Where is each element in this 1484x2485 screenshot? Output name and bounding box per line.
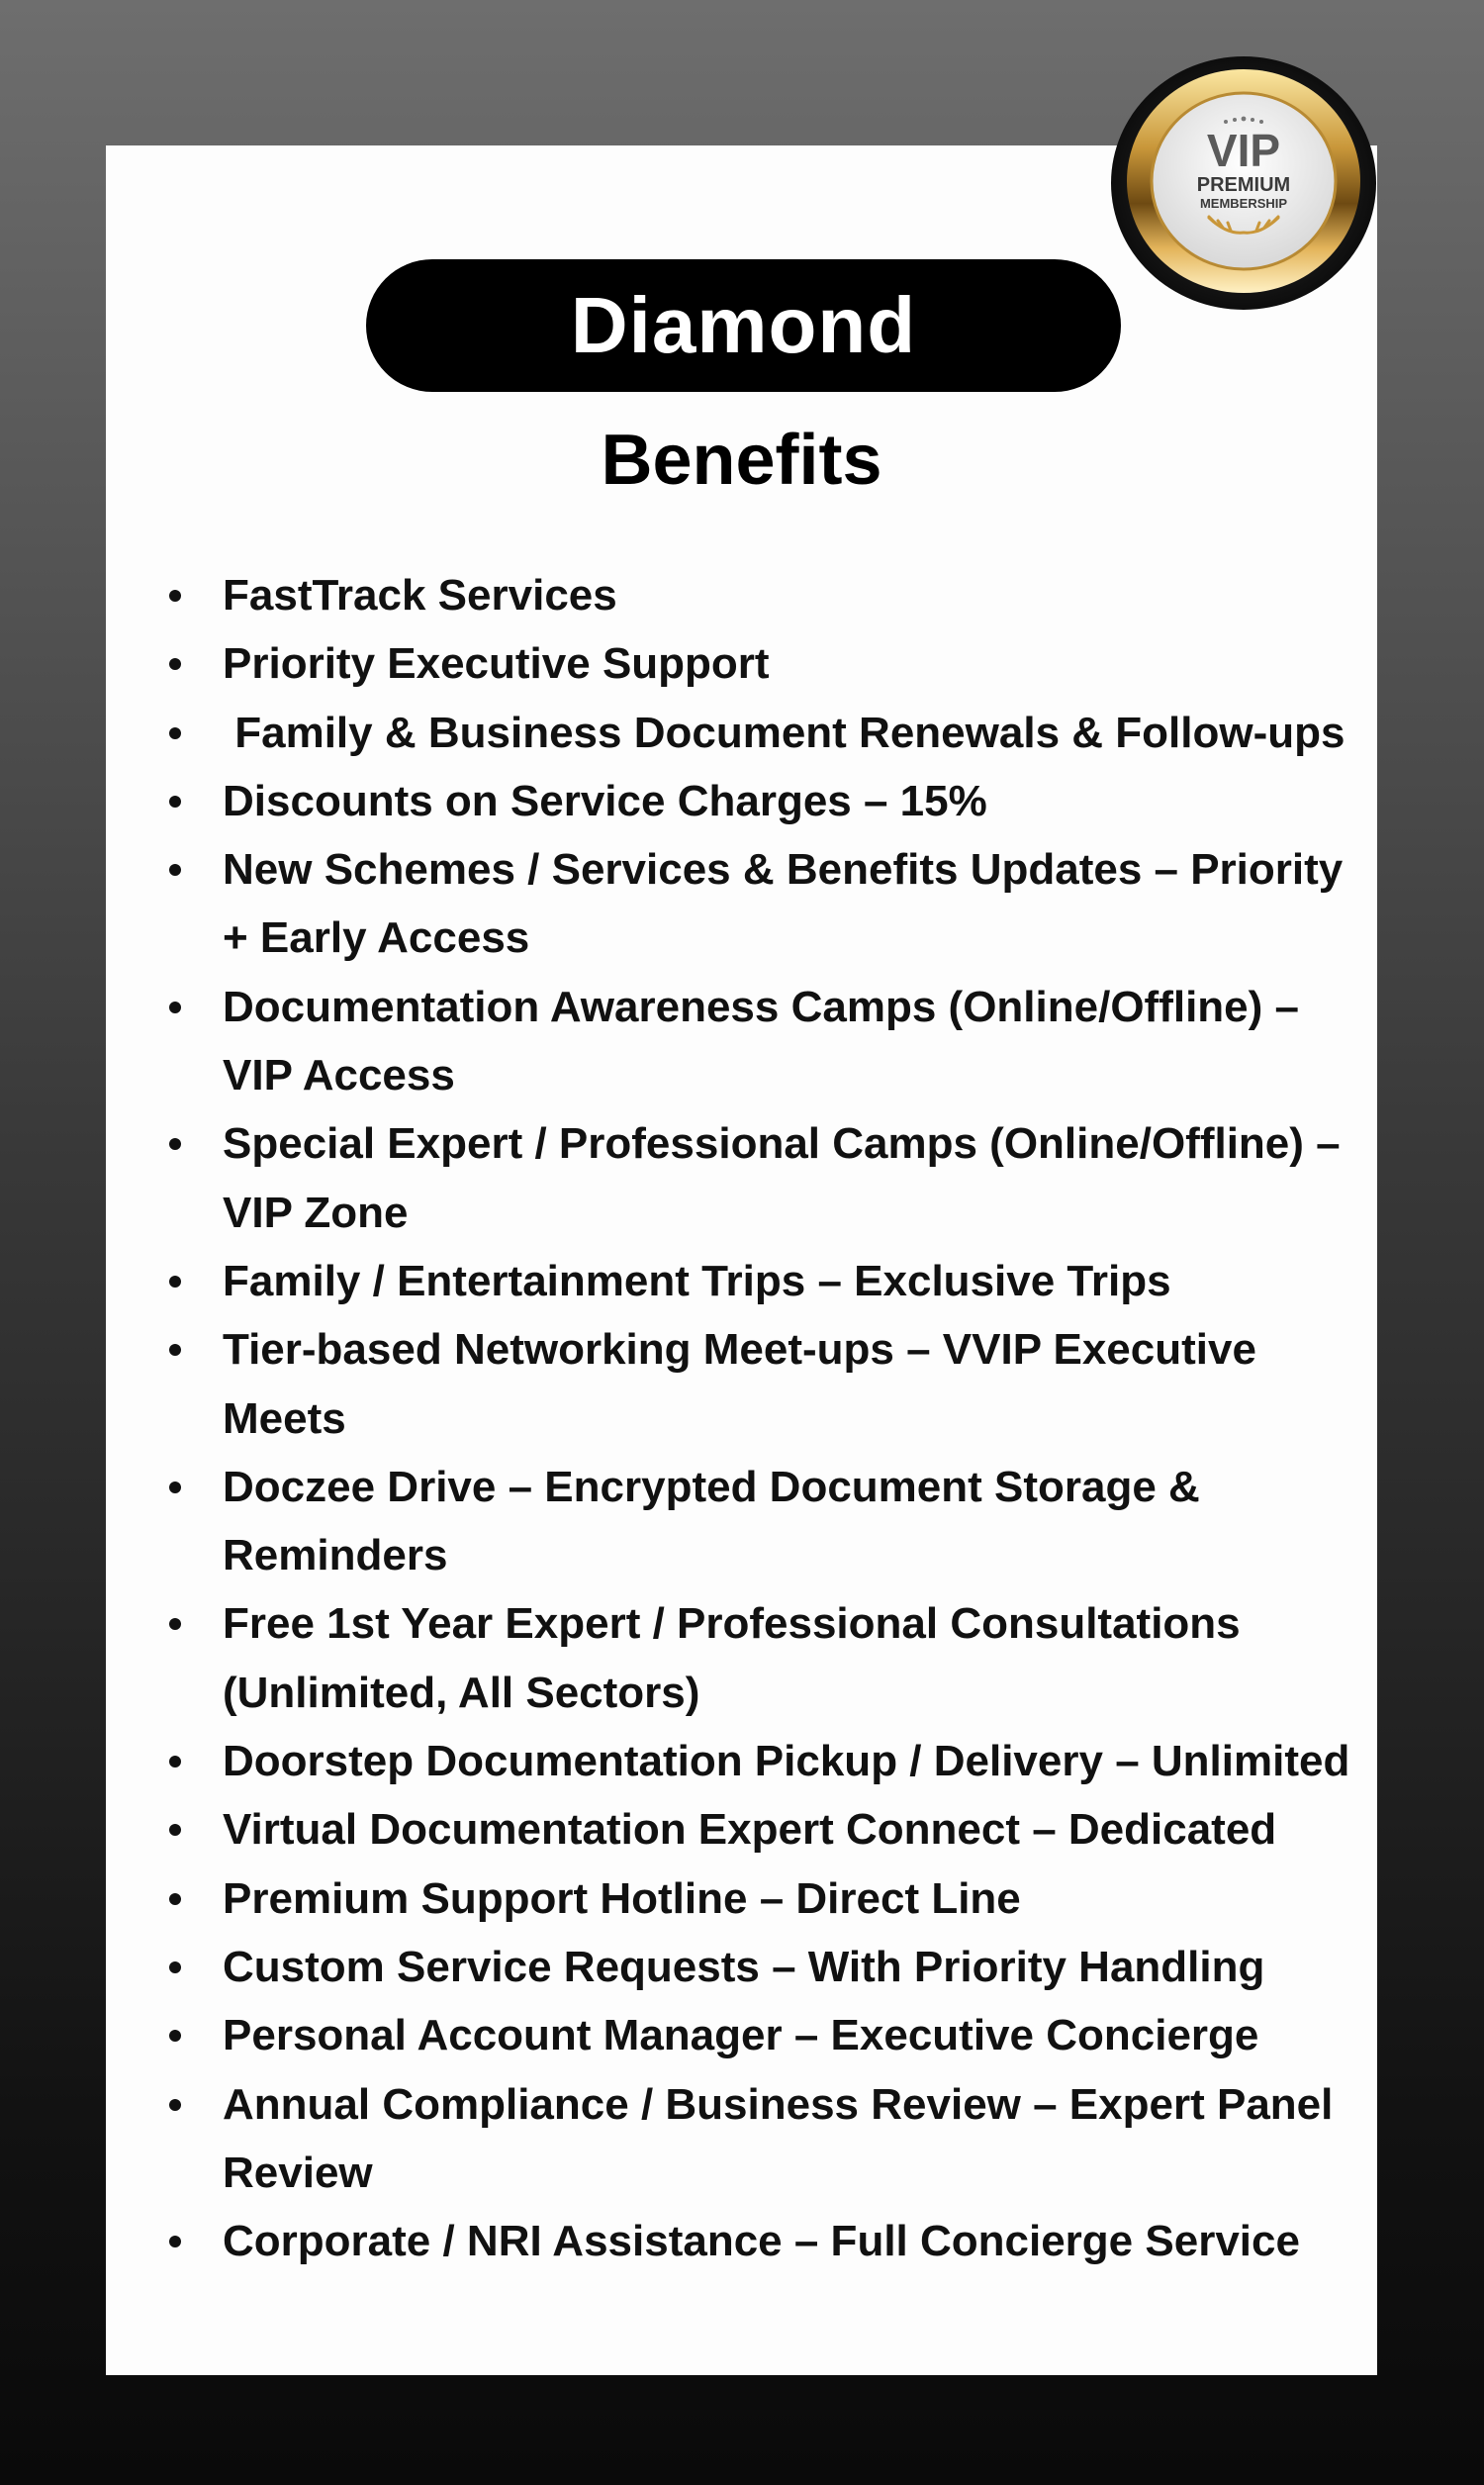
bullet-icon: [169, 2236, 181, 2247]
tier-badge: [366, 259, 1121, 392]
bullet-icon: [169, 1481, 181, 1493]
benefit-text: Custom Service Requests – With Priority Handling: [223, 1942, 1265, 1991]
bullet-icon: [169, 1002, 181, 1013]
bullet-icon: [169, 1618, 181, 1630]
benefit-text: Annual Compliance / Business Review – Expert Panel Review: [223, 2079, 1334, 2197]
benefits-heading: Benefits: [601, 421, 882, 500]
benefit-item: [106, 561, 1362, 629]
benefit-text: Free 1st Year Expert / Professional Consultations (Unlimited, All Sectors): [223, 1599, 1241, 1717]
benefit-text: Doorstep Documentation Pickup / Delivery – Unlimited: [223, 1737, 1350, 1786]
benefit-item: [106, 973, 1362, 1110]
benefit-item: [106, 1247, 1362, 1315]
benefit-text: Tier-based Networking Meet-ups – VVIP Executive Meets: [223, 1325, 1256, 1443]
tier-label: Diamond: [570, 281, 917, 369]
benefit-text: FastTrack Services: [223, 571, 617, 620]
benefit-item: [106, 1727, 1362, 1795]
benefit-item: [106, 1315, 1362, 1453]
benefit-text: Doczee Drive – Encrypted Document Storage & Reminders: [223, 1462, 1200, 1580]
bullet-icon: [169, 1344, 181, 1356]
bullet-icon: [169, 727, 181, 739]
benefit-item: [106, 699, 1362, 767]
bullet-icon: [169, 1961, 181, 1973]
bullet-icon: [169, 1893, 181, 1905]
vip-premium-membership-badge: [1110, 54, 1377, 312]
benefit-item: [106, 1453, 1362, 1590]
bullet-icon: [169, 2030, 181, 2042]
benefit-text: Family / Entertainment Trips – Exclusive Trips: [223, 1256, 1171, 1305]
benefit-text: Documentation Awareness Camps (Online/Offline) – VIP Access: [223, 982, 1299, 1100]
bullet-icon: [169, 1824, 181, 1836]
bullet-icon: [169, 1276, 181, 1288]
benefits-list: [106, 561, 1362, 2275]
bullet-icon: [169, 864, 181, 876]
bullet-icon: [169, 1756, 181, 1768]
benefit-text: Premium Support Hotline – Direct Line: [223, 1873, 1021, 1923]
benefit-text: Virtual Documentation Expert Connect – Dedicated: [223, 1805, 1277, 1855]
benefit-item: [106, 1109, 1362, 1247]
benefit-item: [106, 835, 1362, 973]
benefit-text: New Schemes / Services & Benefits Updates – Priority + Early Access: [223, 845, 1344, 963]
badge-membership-text: MEMBERSHIP: [1199, 196, 1288, 211]
bullet-icon: [169, 796, 181, 808]
benefit-item: [106, 629, 1362, 698]
badge-vip-text: VIP: [1206, 125, 1281, 176]
benefit-item: [106, 1589, 1362, 1727]
bullet-icon: [169, 2099, 181, 2111]
benefit-item: [106, 1933, 1362, 2001]
benefit-item: [106, 2207, 1362, 2275]
benefit-item: [106, 767, 1362, 835]
bullet-icon: [169, 1138, 181, 1150]
benefit-item: [106, 1795, 1362, 1864]
badge-premium-text: PREMIUM: [1196, 174, 1291, 196]
benefit-text: Corporate / NRI Assistance – Full Concierge Service: [223, 2217, 1300, 2266]
benefit-item: [106, 1864, 1362, 1933]
benefit-text: Family & Business Document Renewals & Follow-ups: [223, 708, 1345, 757]
benefit-text: Discounts on Service Charges – 15%: [223, 776, 987, 825]
benefits-card: [106, 145, 1377, 2375]
bullet-icon: [169, 590, 181, 602]
benefit-item: [106, 2001, 1362, 2069]
benefit-text: Priority Executive Support: [223, 639, 770, 689]
benefit-item: [106, 2070, 1362, 2208]
bullet-icon: [169, 658, 181, 670]
benefit-text: Special Expert / Professional Camps (Online/Offline) – VIP Zone: [223, 1119, 1341, 1237]
benefit-text: Personal Account Manager – Executive Concierge: [223, 2011, 1259, 2060]
